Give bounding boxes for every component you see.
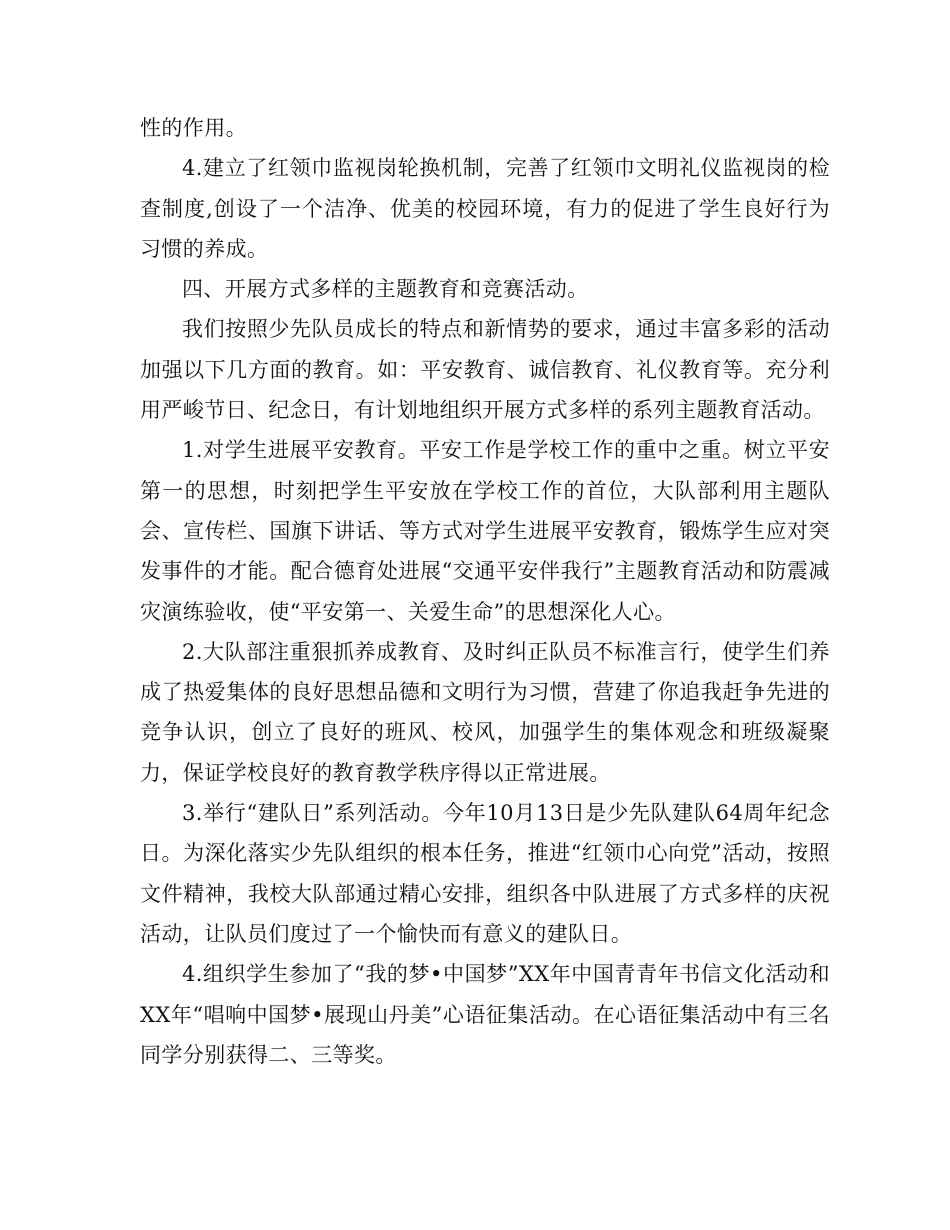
paragraph-item-4-monitor-post: 4.建立了红领巾监视岗轮换机制，完善了红领巾文明礼仪监视岗的检查制度,创设了一个洁净、优美的校园环境，有力的促进了学生良好行为习惯的养成。 [140, 156, 830, 261]
paragraph-item-2-habits: 2.大队部注重狠抓养成教育、及时纠正队员不标准言行，使学生们养成了热爱集体的良好思想品德和文明行为习惯，营建了你追我赶争先进的竞争认识，创立了良好的班风、校风，加强学生的集体观念和班级凝聚力，保证学校良好的教育教学秩序得以正常进展。 [140, 639, 830, 785]
document-body [140, 108, 830, 1075]
paragraph-continuation: 性的作用。 [140, 116, 247, 140]
section-heading-four: 四、开展方式多样的主题教育和竞赛活动。 [182, 277, 589, 302]
paragraph-item-1-safety: 1.对学生进展平安教育。平安工作是学校工作的重中之重。树立平安第一的思想，时刻把学生平安放在学校工作的首位，大队部利用主题队会、宣传栏、国旗下讲话、等方式对学生进展平安教育，锻炼学生应对突发事件的才能。配合德育处进展“交通平安伴我行”主题教育活动和防震减灾演练验收，使“平安第一、关爱生命”的思想深化人心。 [140, 438, 830, 624]
paragraph-section-intro: 我们按照少先队员成长的特点和新情势的要求，通过丰富多彩的活动加强以下几方面的教育。如：平安教育、诚信教育、礼仪教育等。充分利用严峻节日、纪念日，有计划地组织开展方式多样的系列主题教育活动。 [140, 317, 830, 423]
paragraph-item-4-china-dream: 4.组织学生参加了“我的梦•中国梦”XX年中国青青年书信文化活动和XX年“唱响中国梦•展现山丹美”心语征集活动。在心语征集活动中有三名同学分别获得二、三等奖。 [140, 962, 830, 1067]
paragraph-item-3-team-day: 3.举行“建队日”系列活动。今年10月13日是少先队建队64周年纪念日。为深化落实少先队组织的根本任务，推进“红领巾心向党”活动，按照文件精神，我校大队部通过精心安排，组织各中队进展了方式多样的庆祝活动，让队员们度过了一个愉快而有意义的建队日。 [140, 801, 830, 946]
